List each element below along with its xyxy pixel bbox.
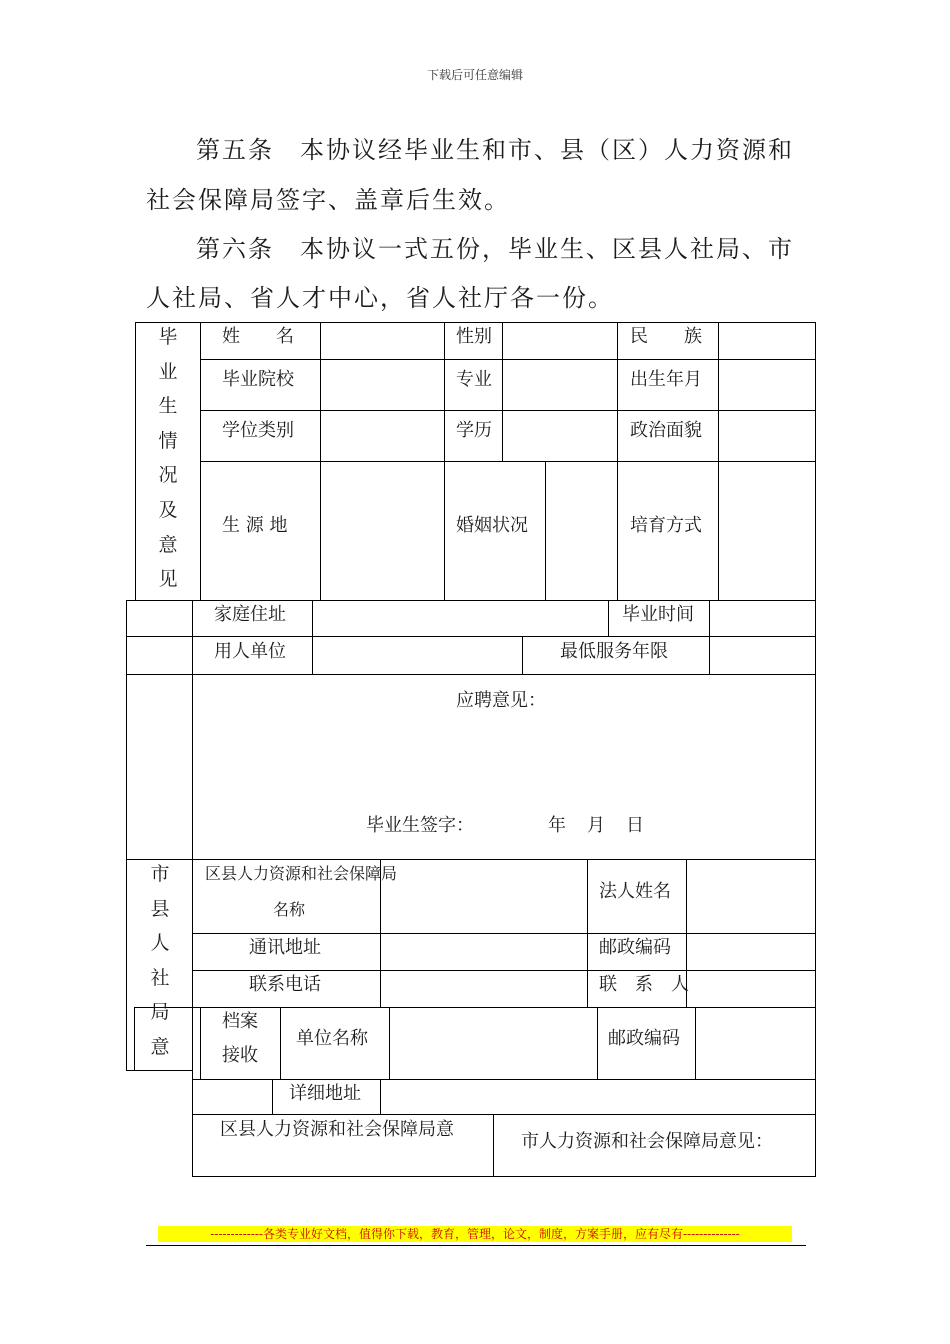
detail-address-label: 详细地址 <box>289 1083 361 1104</box>
name-label: 姓 名 <box>222 326 294 347</box>
side-char: 意 <box>158 533 178 556</box>
side-char: 毕 <box>158 326 178 348</box>
signature-month: 月 <box>587 815 605 836</box>
graduate-section-side-label <box>156 320 180 597</box>
archive-receive-label-line-1: 档案 <box>222 1011 258 1032</box>
district-bureau-name-label-line-1: 区县人力资源和社会保障局 <box>205 864 398 883</box>
article-5-line-1: 第五条 本协议经毕业生和市、县（区）人力资源和 <box>196 136 794 164</box>
degree-label: 学位类别 <box>222 420 294 441</box>
side-char: 局 <box>150 1001 170 1024</box>
city-bureau-opinion-label: 市人力资源和社会保障局意见： <box>521 1131 773 1152</box>
contact-person-label: 联 系 人 <box>599 974 689 995</box>
home-address-label: 家庭住址 <box>214 604 286 625</box>
mailing-address-label: 通讯地址 <box>249 937 321 958</box>
side-char: 县 <box>150 897 170 920</box>
political-status-label: 政治面貌 <box>630 420 702 441</box>
school-label: 毕业院校 <box>222 369 294 390</box>
archive-receive-label-line-2: 接收 <box>222 1045 258 1066</box>
signature-day: 日 <box>626 815 644 836</box>
side-char: 人 <box>150 932 170 955</box>
training-mode-label: 培育方式 <box>630 515 702 536</box>
origin-label: 生 源 地 <box>222 515 288 536</box>
education-label: 学历 <box>456 420 492 441</box>
unit-name-label: 单位名称 <box>296 1028 368 1049</box>
side-char: 市 <box>150 863 170 885</box>
legal-representative-label: 法人姓名 <box>599 881 671 902</box>
side-char: 及 <box>158 498 178 521</box>
footer-divider <box>146 1245 806 1246</box>
side-char: 情 <box>158 429 178 452</box>
article-6-line-1: 第六条 本协议一式五份，毕业生、区县人社局、市 <box>196 235 794 263</box>
footer-banner: -------------各类专业好文档，值得你下载，教育，管理，论文，制度，方案手册，应有尽有-------------- <box>158 1226 792 1242</box>
graduate-signature-label: 毕业生签字： <box>366 815 474 836</box>
district-bureau-opinion-label: 区县人力资源和社会保障局意 <box>220 1119 454 1140</box>
archive-postcode-label: 邮政编码 <box>608 1028 680 1049</box>
phone-label: 联系电话 <box>249 974 321 995</box>
side-char: 况 <box>158 464 178 487</box>
district-bureau-name-label-line-2: 名称 <box>273 900 306 919</box>
graduation-time-label: 毕业时间 <box>622 604 694 625</box>
signature-year: 年 <box>548 815 566 836</box>
side-char: 见 <box>158 568 178 591</box>
min-service-years-label: 最低服务年限 <box>560 641 668 662</box>
side-char: 生 <box>158 395 178 418</box>
application-opinion-label: 应聘意见： <box>456 690 546 711</box>
side-char: 意 <box>150 1035 170 1058</box>
birth-date-label: 出生年月 <box>630 369 702 390</box>
article-5-line-2: 社会保障局签字、盖章后生效。 <box>146 186 510 214</box>
article-6-line-2: 人社局、省人才中心，省人社厅各一份。 <box>146 284 614 312</box>
side-char: 业 <box>158 360 178 383</box>
side-char: 社 <box>150 966 170 989</box>
employer-label: 用人单位 <box>214 641 286 662</box>
page-header-note: 下载后可任意编辑 <box>426 68 523 82</box>
postcode-label: 邮政编码 <box>599 937 671 958</box>
bureau-section-side-label <box>148 857 172 1065</box>
marital-status-label: 婚姻状况 <box>456 515 528 536</box>
gender-label: 性别 <box>456 326 492 347</box>
ethnicity-label: 民 族 <box>630 326 702 347</box>
major-label: 专业 <box>456 369 492 390</box>
